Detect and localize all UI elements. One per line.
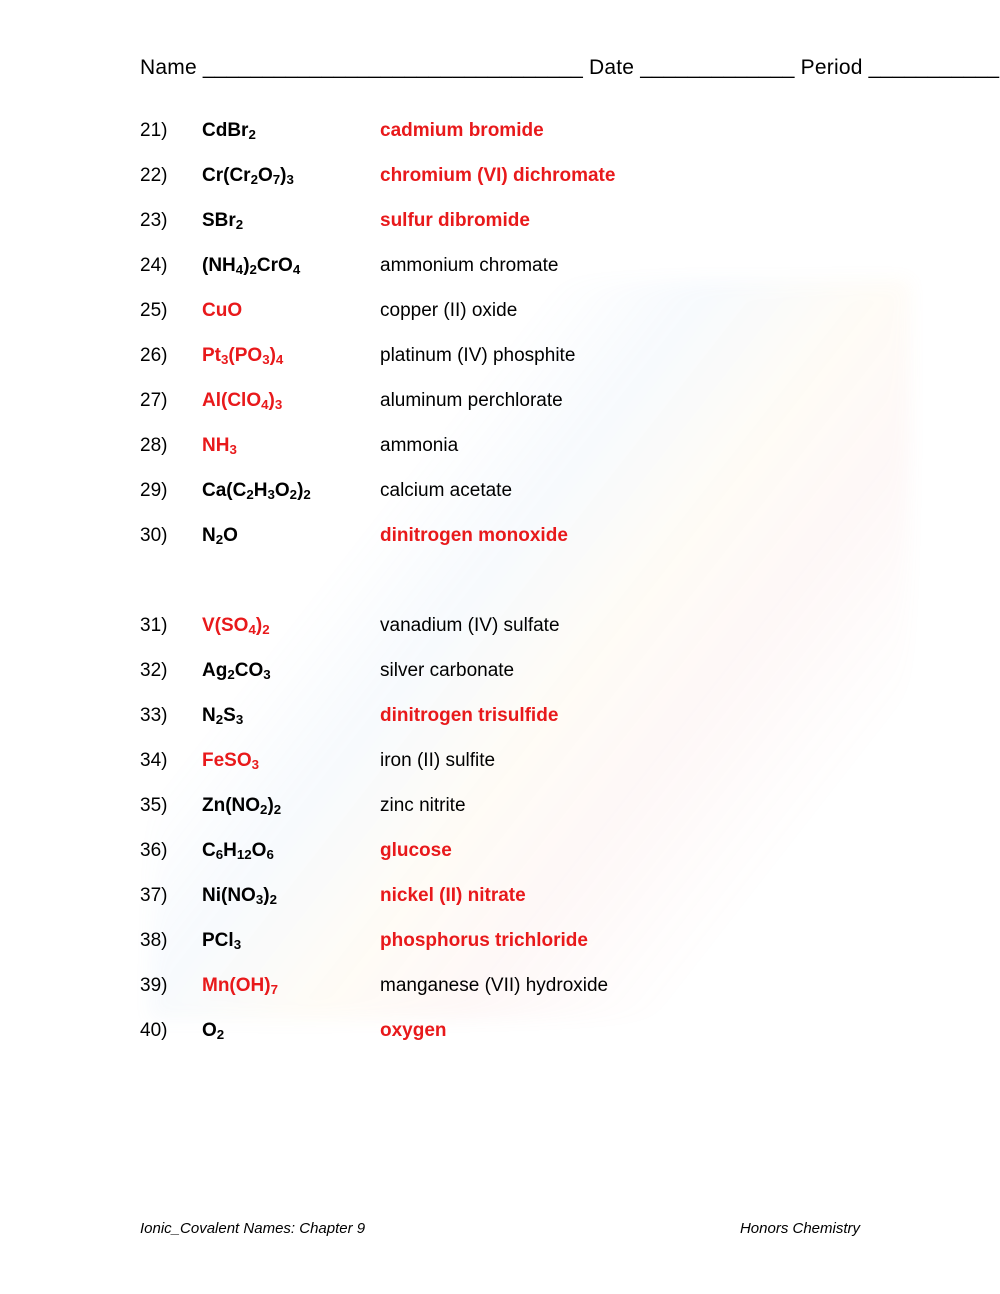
chemical-name: platinum (IV) phosphite — [380, 345, 576, 366]
item-number: 26) — [140, 345, 168, 366]
item-number: 29) — [140, 480, 168, 501]
item-number: 25) — [140, 300, 168, 321]
list-item — [140, 525, 920, 570]
chemical-name: nickel (II) nitrate — [380, 885, 526, 906]
chemical-formula: $Ag_2CO_3$ — [202, 660, 271, 683]
item-number: 37) — [140, 885, 168, 906]
chemical-name: zinc nitrite — [380, 795, 466, 816]
chemical-formula: FeSO$_3$ — [202, 750, 260, 773]
chemical-name: ammonium chromate — [380, 255, 559, 276]
chemical-formula: $O_2$ — [202, 1020, 225, 1043]
chemical-formula: $Ni(NO_3)_2$ — [202, 885, 277, 908]
chemical-formula: CdBr$_2$ — [202, 120, 256, 143]
chemical-formula: CuO — [202, 300, 243, 321]
item-number: 22) — [140, 165, 168, 186]
item-number: 27) — [140, 390, 168, 411]
list-item — [140, 390, 920, 435]
list-item — [140, 705, 920, 750]
chemical-name: chromium (VI) dichromate — [380, 165, 616, 186]
list-item — [140, 210, 920, 255]
chemical-formula: $N_2O$ — [202, 525, 238, 548]
list-item — [140, 615, 920, 660]
item-number: 35) — [140, 795, 168, 816]
list-item — [140, 660, 920, 705]
footer-right-label: Honors Chemistry — [739, 1220, 860, 1237]
list-item — [140, 930, 920, 975]
chemical-formula: SBr$_2$ — [202, 210, 244, 233]
item-number: 28) — [140, 435, 168, 456]
chemical-formula: $(NH_4)_2CrO_4$ — [202, 255, 301, 278]
item-number: 31) — [140, 615, 168, 636]
chemical-name: ammonia — [380, 435, 459, 456]
chemical-formula: $Al(ClO_4)_3$ — [202, 390, 283, 413]
list-item — [140, 1020, 920, 1065]
list-item — [140, 300, 920, 345]
item-number: 39) — [140, 975, 168, 996]
list-item — [140, 975, 920, 1020]
list-item — [140, 255, 920, 300]
chemical-formula: $V(SO_4)_2$ — [202, 615, 270, 638]
chemical-formula: $Cr(Cr_2O_7)_3$ — [202, 165, 294, 188]
list-item — [140, 750, 920, 795]
chemical-formula: $NH_3$ — [202, 435, 237, 458]
item-number: 36) — [140, 840, 168, 861]
list-item — [140, 120, 920, 165]
chemical-name: cadmium bromide — [380, 120, 544, 141]
item-number: 30) — [140, 525, 168, 546]
chemical-formula: PCl$_3$ — [202, 930, 242, 953]
chemical-name: silver carbonate — [380, 660, 515, 681]
chemical-name: aluminum perchlorate — [380, 390, 563, 411]
chemical-formula: $N_2S_3$ — [202, 705, 244, 728]
footer-left-label: Ionic_Covalent Names: Chapter 9 — [140, 1220, 366, 1237]
chemical-formula: $Ca(C_2H_3O_2)_2$ — [202, 480, 311, 503]
chemical-formula: $Zn(NO_2)_2$ — [202, 795, 282, 818]
item-number: 23) — [140, 210, 168, 231]
list-item — [140, 840, 920, 885]
chemical-name: oxygen — [380, 1020, 447, 1041]
naming-exercise-list — [140, 120, 920, 1065]
item-number: 33) — [140, 705, 168, 726]
chemical-name: vanadium (IV) sulfate — [380, 615, 560, 636]
item-number: 38) — [140, 930, 168, 951]
item-number: 24) — [140, 255, 168, 276]
list-item — [140, 345, 920, 390]
list-item — [140, 885, 920, 930]
chemical-formula: $Pt_3(PO_3)_4$ — [202, 345, 284, 368]
list-item — [140, 795, 920, 840]
chemical-name: iron (II) sulfite — [380, 750, 496, 771]
name-date-period-header: Name ________________________________ Date _____________ Period ___________ — [140, 56, 1000, 79]
chemical-formula: $Mn(OH)_7$ — [202, 975, 278, 998]
chemical-name: glucose — [380, 840, 452, 861]
chemical-formula: $C_6H_{12}O_6$ — [202, 840, 274, 863]
chemical-name: calcium acetate — [380, 480, 513, 501]
item-number: 21) — [140, 120, 168, 141]
chemical-name: sulfur dibromide — [380, 210, 530, 231]
chemical-name: copper (II) oxide — [380, 300, 518, 321]
chemical-name: manganese (VII) hydroxide — [380, 975, 609, 996]
list-item — [140, 480, 920, 525]
chemical-name: phosphorus trichloride — [380, 930, 588, 951]
chemical-name: dinitrogen monoxide — [380, 525, 568, 546]
list-item — [140, 435, 920, 480]
page-footer — [140, 1220, 860, 1237]
item-number: 32) — [140, 660, 168, 681]
chemical-name: dinitrogen trisulfide — [380, 705, 559, 726]
list-item — [140, 165, 920, 210]
item-number: 34) — [140, 750, 168, 771]
item-number: 40) — [140, 1020, 168, 1041]
